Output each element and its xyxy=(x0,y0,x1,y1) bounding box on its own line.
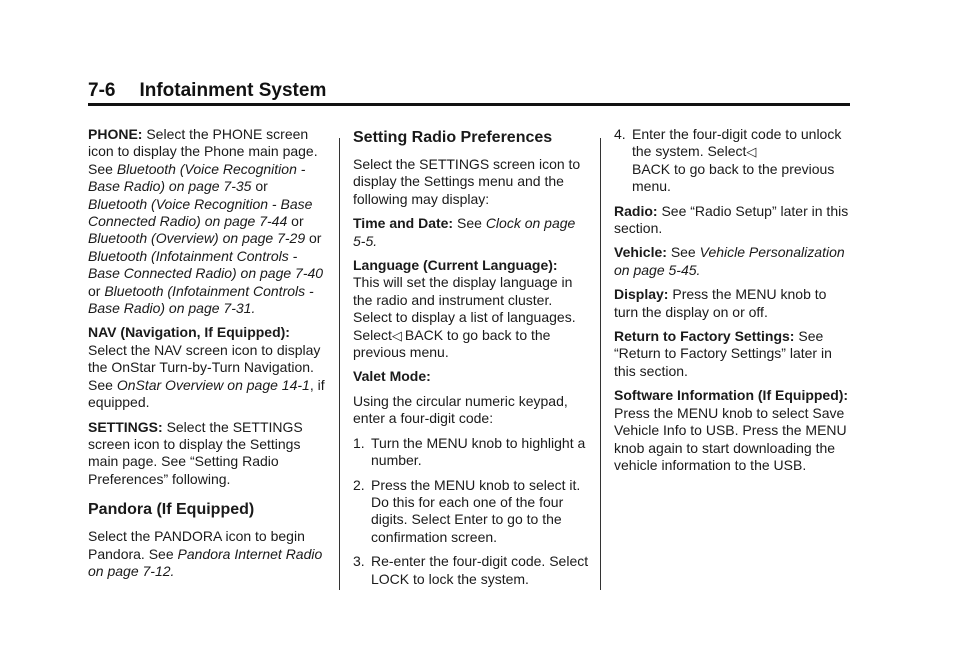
list-number: 4. xyxy=(614,126,626,142)
list-text: Turn the MENU knob to highlight a number. xyxy=(371,434,586,469)
phone-label: PHONE: xyxy=(88,126,143,142)
language-back-text: BACK to go back to the previous menu. xyxy=(353,326,551,361)
nav-link[interactable]: OnStar Overview on page 14-1 xyxy=(116,376,310,393)
column-3 xyxy=(614,126,854,481)
time-paragraph xyxy=(353,215,591,250)
list-text: Press the MENU knob to select it. Do this for each one of the four digits. Select Enter to go to the confirmation screen. xyxy=(371,476,581,545)
phone-link-2[interactable]: Bluetooth (Voice Recognition - Base Connected Radio) on page 7-44 xyxy=(88,195,313,230)
column-1 xyxy=(88,126,328,587)
see-text: See xyxy=(457,215,482,232)
valet-label: Valet Mode: xyxy=(353,368,431,385)
nav-text: Select the NAV screen icon to display the OnStar Turn-by-Turn Navigation. See xyxy=(88,341,321,393)
pandora-link[interactable]: Pandora Internet Radio on page 7-12. xyxy=(88,545,323,579)
or-text: or xyxy=(291,213,304,230)
display-label: Display: xyxy=(614,286,669,303)
settings-paragraph xyxy=(88,419,328,489)
vehicle-link[interactable]: Vehicle Personalization on page 5-45. xyxy=(614,244,845,278)
language-label: Language (Current Language): xyxy=(353,257,558,274)
or-text: or xyxy=(309,230,322,247)
select-text: Select xyxy=(353,326,392,343)
pandora-paragraph xyxy=(88,528,328,580)
display-paragraph xyxy=(614,286,854,321)
factory-label: Return to Factory Settings: xyxy=(614,328,795,345)
vehicle-paragraph xyxy=(614,244,854,279)
or-text: or xyxy=(88,282,101,299)
list-text xyxy=(632,126,854,196)
nav-label: NAV (Navigation, If Equipped): xyxy=(88,324,290,341)
list-number: 1. xyxy=(353,434,365,451)
page-number: 7-6 xyxy=(88,80,116,101)
software-text: Press the MENU knob to select Save Vehicle Info to USB. Press the MENU knob again to start downloading the vehicle information to the USB. xyxy=(614,404,847,473)
settings-intro: Select the SETTINGS screen icon to display the Settings menu and the following may display: xyxy=(353,156,581,207)
or-text: or xyxy=(255,178,268,195)
factory-paragraph xyxy=(614,328,854,380)
phone-link-3[interactable]: Bluetooth (Overview) on page 7-29 xyxy=(88,230,306,247)
list-text: Re-enter the four-digit code. Select LOCK to lock the system. xyxy=(371,553,589,587)
nav-paragraph xyxy=(88,324,328,411)
phone-link-1[interactable]: Bluetooth (Voice Recognition - Base Radio) on page 7-35 xyxy=(88,160,306,195)
language-text: This will set the display language in the radio and instrument cluster. Select to display a list of languages. xyxy=(353,274,576,326)
valet-text: Using the circular numeric keypad, enter a four-digit code: xyxy=(353,392,568,427)
software-label: Software Information (If Equipped): xyxy=(614,387,849,404)
list-item xyxy=(353,553,591,588)
software-paragraph xyxy=(614,387,854,474)
see-text: See xyxy=(670,244,696,261)
page-title: Infotainment System xyxy=(139,80,327,101)
phone-link-5[interactable]: Bluetooth (Infotainment Controls - Base Radio) on page 7-31. xyxy=(88,282,314,317)
list-number: 3. xyxy=(353,553,365,570)
clock-link[interactable]: Clock on page 5-5. xyxy=(353,215,576,249)
pandora-heading: Pandora (If Equipped) xyxy=(88,501,255,519)
list-item xyxy=(353,477,591,547)
setting-radio-heading: Setting Radio Preferences xyxy=(353,129,553,146)
step4-text: Enter the four-digit code to unlock the system. Select xyxy=(632,126,842,160)
settings-text: Select the SETTINGS screen icon to display the Settings main page. See “Setting Radio Preferences” following. xyxy=(88,418,303,487)
radio-text: See “Radio Setup” later in this section. xyxy=(614,202,849,237)
column-2 xyxy=(353,128,591,595)
column-divider-1 xyxy=(339,138,340,590)
back-icon: ◁ xyxy=(391,327,402,343)
list-item xyxy=(614,126,854,196)
language-paragraph xyxy=(353,257,591,361)
phone-link-4[interactable]: Bluetooth (Infotainment Controls - Base Connected Radio) on page 7-40 xyxy=(88,247,324,282)
valet-steps-list xyxy=(353,435,591,588)
radio-label: Radio: xyxy=(614,202,658,219)
vehicle-label: Vehicle: xyxy=(614,244,667,261)
time-label: Time and Date: xyxy=(353,215,454,232)
back-icon: ◁ xyxy=(746,144,757,160)
phone-paragraph xyxy=(88,126,328,317)
step4-back-text: BACK to go back to the previous menu. xyxy=(632,160,835,195)
list-number: 2. xyxy=(353,476,365,493)
pandora-text: Select the PANDORA icon to begin Pandora. See xyxy=(88,528,305,562)
radio-paragraph xyxy=(614,203,854,238)
display-text: Press the MENU knob to turn the display on or off. xyxy=(614,286,827,320)
phone-text: Select the PHONE screen icon to display the Phone main page. See xyxy=(88,126,318,177)
header-rule xyxy=(88,103,850,106)
nav-suffix: , if equipped. xyxy=(88,376,325,411)
factory-text: See “Return to Factory Settings” later in this section. xyxy=(614,328,832,379)
list-item xyxy=(353,435,591,470)
column-divider-2 xyxy=(600,138,601,590)
settings-label: SETTINGS: xyxy=(88,418,163,435)
page-header xyxy=(88,80,326,102)
